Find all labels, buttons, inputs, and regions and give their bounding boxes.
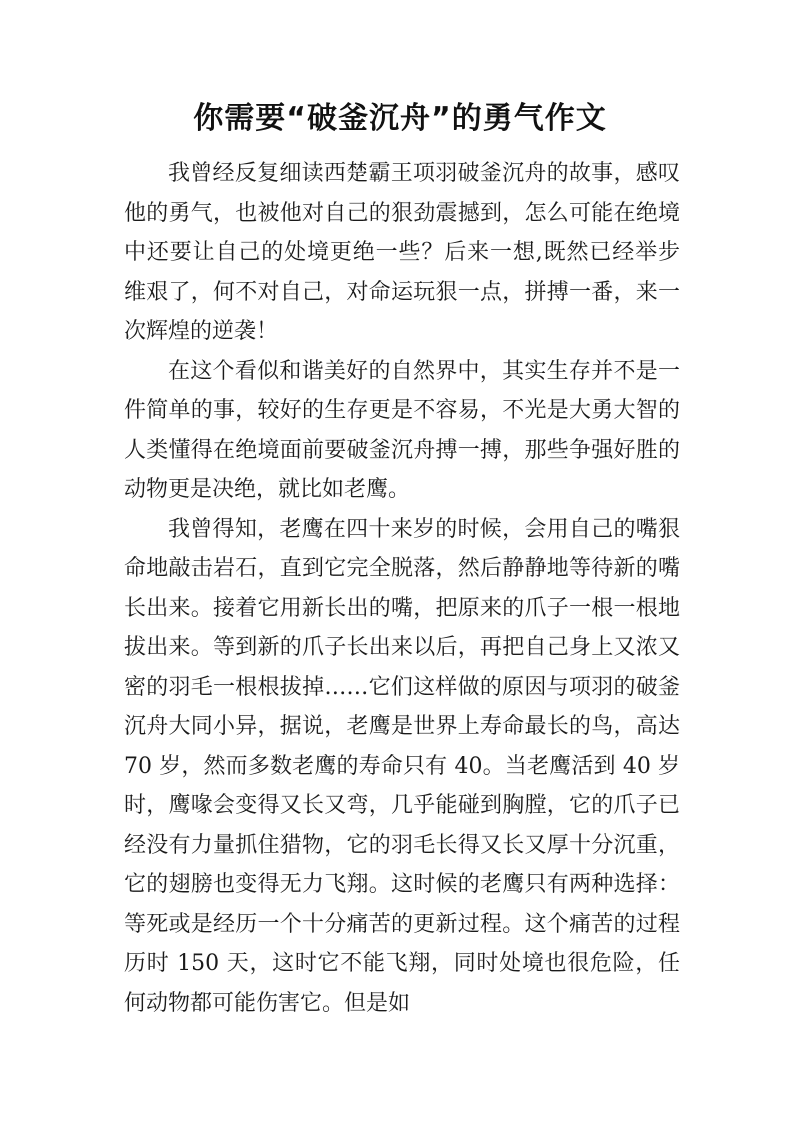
paragraph-1: 我曾经反复细读西楚霸王项羽破釜沉舟的故事，感叹他的勇气，也被他对自己的狠劲震撼到，怎么可能在绝境中还要让自己的处境更绝一些？后来一想,既然已经举步维艰了，何不对自己，对命运玩狠一点，拼搏一番，来一次辉煌的逆袭！ xyxy=(124,161,680,344)
paragraph-2: 在这个看似和谐美好的自然界中，其实生存并不是一件简单的事，较好的生存更是不容易，不光是大勇大智的人类懂得在绝境面前要破釜沉舟搏一搏，那些争强好胜的动物更是决绝，就比如老鹰。 xyxy=(124,358,680,502)
paragraph-3: 我曾得知，老鹰在四十来岁的时候，会用自己的嘴狠命地敲击岩石，直到它完全脱落，然后静静地等待新的嘴长出来。接着它用新长出的嘴，把原来的爪子一根一根地拔出来。等到新的爪子长出来以后，再把自己身上又浓又密的羽毛一根根拔掉……它们这样做的原因与项羽的破釜沉舟大同小异，据说，老鹰是世界上寿命最长的鸟，高达 70 岁，然而多数老鹰的寿命只有 40。当老鹰活到 40 岁时，鹰喙会变得又长又弯，几乎能碰到胸膛，它的爪子已经没有力量抓住猎物，它的羽毛长得又长又厚十分沉重，它的翅膀也变得无力飞翔。这时候的老鹰只有两种选择：等死或是经历一个十分痛苦的更新过程。这个痛苦的过程历时 150 天，这时它不能飞翔，同时处境也很危险，任何动物都可能伤害它。但是如 xyxy=(124,516,680,1016)
document-title: 你需要“破釜沉舟”的勇气作文 xyxy=(193,101,607,136)
document-body xyxy=(124,154,680,1023)
